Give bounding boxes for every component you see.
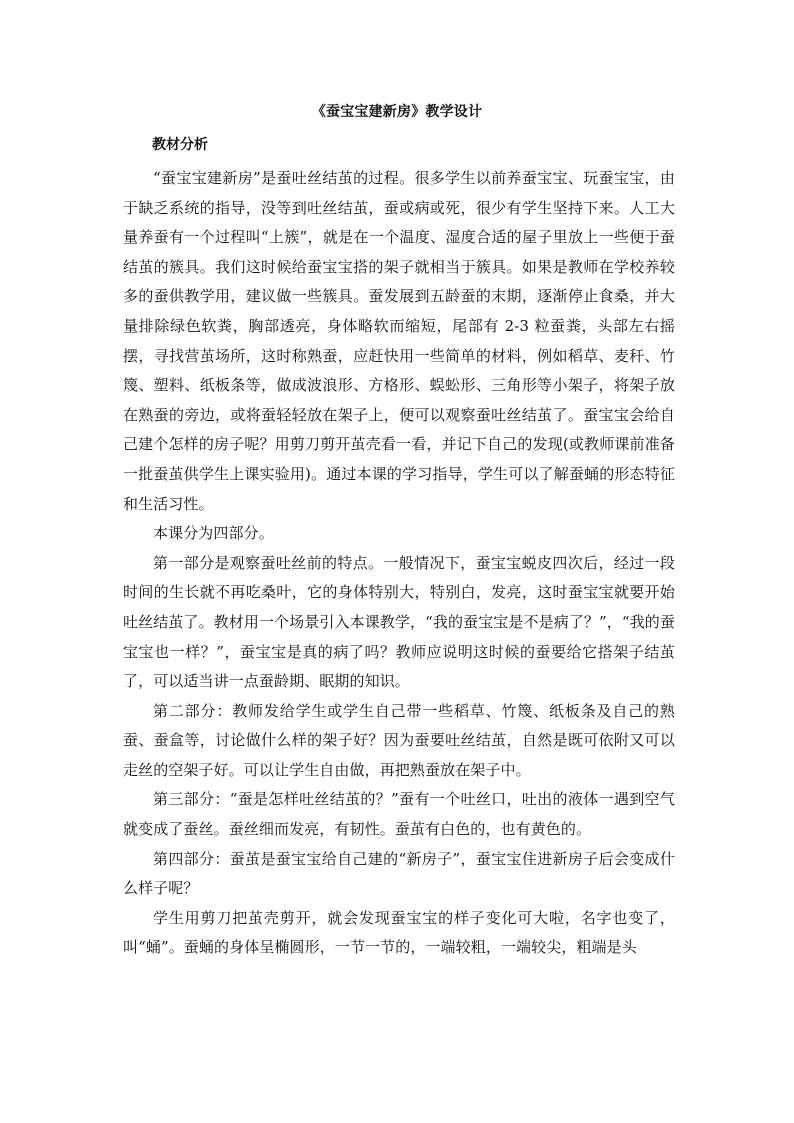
paragraph-overview: 本课分为四部分。 (153, 524, 274, 543)
paragraph-part-four: 第四部分：蚕茧是蚕宝宝给自己建的“新房子”，蚕宝宝住进新房子后会变成什么样子呢？ (123, 849, 675, 898)
document-title: 《蚕宝宝建新房》教学设计 (311, 104, 483, 120)
paragraph-cocoon-cutting: 学生用剪刀把茧壳剪开，就会发现蚕宝宝的样子变化可大啦，名字也变了，叫“蛹”。蚕蛹的身体呈椭圆形，一节一节的，一端较粗，一端较尖，粗端是头 (123, 908, 675, 957)
paragraph-part-two: 第二部分：教师发给学生或学生自己带一些稻草、竹篾、纸板条及自己的熟蚕、蚕盒等，讨论做什么样的架子好？因为蚕要吐丝结茧，自然是既可依附又可以走丝的空架子好。可以让学生自由做，再把熟蚕放在架子中。 (123, 701, 675, 779)
section-heading: 教材分析 (152, 137, 208, 153)
paragraph-part-three: 第三部分：“蚕是怎样吐丝结茧的？”蚕有一个吐丝口，吐出的液体一遇到空气就变成了蚕丝。蚕丝细而发亮，有韧性。蚕茧有白色的，也有黄色的。 (123, 790, 675, 839)
paragraph-part-one: 第一部分是观察蚕吐丝前的特点。一般情况下，蚕宝宝蜕皮四次后，经过一段时间的生长就不再吃桑叶，它的身体特别大，特别白，发亮，这时蚕宝宝就要开始吐丝结茧了。教材用一个场景引入本课教学，“我的蚕宝宝是不是病了？”，“我的蚕宝宝也一样？”，蚕宝宝是真的病了吗？教师应说明这时候的蚕要给它搭架子结茧了，可以适当讲一点蚕龄期、眠期的知识。 (123, 553, 675, 691)
paragraph-intro: “蚕宝宝建新房”是蚕吐丝结茧的过程。很多学生以前养蚕宝宝、玩蚕宝宝，由于缺乏系统的指导，没等到吐丝结茧，蚕或病或死，很少有学生坚持下来。人工大量养蚕有一个过程叫“上簇”，就是在一个温度、湿度合适的屋子里放上一些便于蚕结茧的簇具。我们这时候给蚕宝宝搭的架子就相当于簇具。如果是教师在学校养较多的蚕供教学用，建议做一些簇具。蚕发展到五龄蚕的末期，逐渐停止食桑，并大量排除绿色软粪，胸部透亮，身体略软而缩短，尾部有 2-3 粒蚕粪，头部左右摇摆，寻找营茧场所，这时称熟蚕，应赶快用一些简单的材料，例如稻草、麦秆、竹篾、塑料、纸板条等，做成波浪形、方格形、蜈蚣形、三角形等小架子，将架子放在熟蚕的旁边，或将蚕轻轻放在架子上，便可以观察蚕吐丝结茧了。蚕宝宝会给自己建个怎样的房子呢？用剪刀剪开茧壳看一看，并记下自己的发现(或教师课前准备一批蚕茧供学生上课实验用)。通过本课的学习指导，学生可以了解蚕蛹的形态特征和生活习性。 (123, 169, 675, 513)
document-body (123, 164, 675, 963)
